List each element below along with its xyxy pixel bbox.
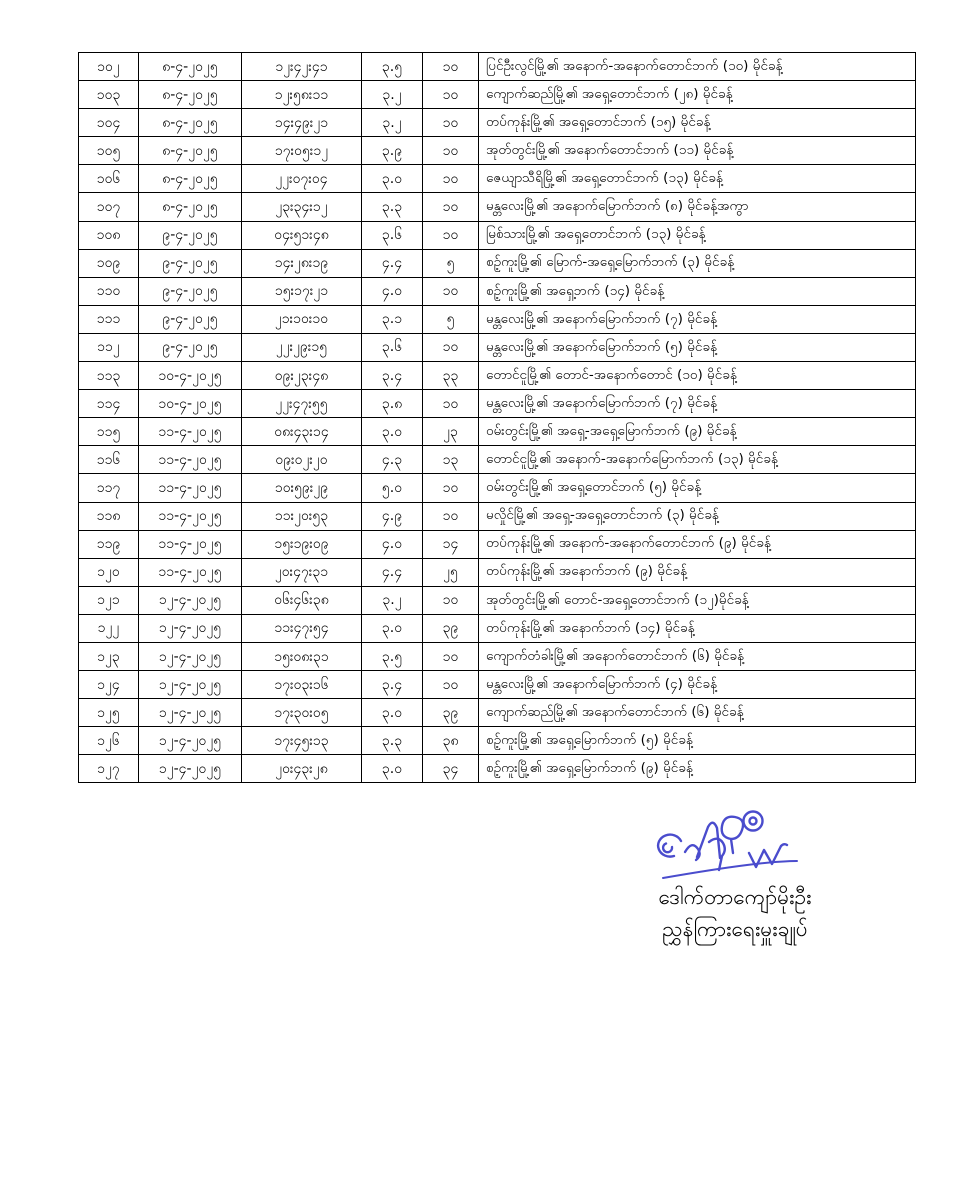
magnitude-cell: ၄.၀ (362, 277, 423, 305)
signatory-title: ညွှန်ကြားရေးမှူးချုပ် (662, 917, 808, 941)
date-cell: ၈-၄-၂၀၂၅ (139, 109, 242, 137)
time-cell: ၁၅း၀၈း၃၁ (242, 642, 362, 670)
location-cell: အုတ်တွင်းမြို့၏ အနောက်တောင်ဘက် (၁၁) မိုင်ခန့် (479, 137, 916, 165)
location-cell: စဉ့်ကူးမြို့၏ အရှေ့မြောက်ဘက် (၉) မိုင်ခန့် (479, 755, 916, 783)
magnitude-cell: ၃.၃ (362, 727, 423, 755)
location-cell: တောင်ငူမြို့၏ အနောက်-အနောက်မြောက်ဘက် (၁၃) မိုင်ခန့် (479, 446, 916, 474)
time-cell: ၁၇း၀၃း၁၆ (242, 671, 362, 699)
time-cell: ၁၄း၂၈း၁၉ (242, 249, 362, 277)
magnitude-cell: ၃.၅ (362, 642, 423, 670)
date-cell: ၈-၄-၂၀၂၅ (139, 53, 242, 81)
table-row (79, 642, 916, 670)
depth-cell: ၁၀ (423, 671, 479, 699)
earthquake-table-body (79, 53, 916, 783)
date-cell: ၁၂-၄-၂၀၂၅ (139, 755, 242, 783)
location-cell: ဇေယျာသီရိမြို့၏ အရှေ့တောင်ဘက် (၁၃) မိုင်ခန့် (479, 165, 916, 193)
seq-cell: ၁၁၄ (79, 390, 139, 418)
seq-cell: ၁၂၀ (79, 558, 139, 586)
depth-cell: ၅ (423, 249, 479, 277)
time-cell: ၂၀း၄၃း၂၈ (242, 755, 362, 783)
depth-cell: ၁၀ (423, 277, 479, 305)
seq-cell: ၁၀၂ (79, 53, 139, 81)
depth-cell: ၂၅ (423, 558, 479, 586)
time-cell: ၁၅း၁၇း၂၁ (242, 277, 362, 305)
seq-cell: ၁၀၆ (79, 165, 139, 193)
depth-cell: ၃၉ (423, 699, 479, 727)
location-cell: တောင်ငူမြို့၏ တောင်-အနောက်တောင် (၁၀) မိုင်ခန့် (479, 362, 916, 390)
seq-cell: ၁၁၆ (79, 446, 139, 474)
time-cell: ၀၉း၂၃း၄၈ (242, 362, 362, 390)
date-cell: ၁၂-၄-၂၀၂၅ (139, 614, 242, 642)
location-cell: စဉ့်ကူးမြို့၏ အရှေ့ဘက် (၁၄) မိုင်ခန့် (479, 277, 916, 305)
table-row (79, 221, 916, 249)
table-row (79, 109, 916, 137)
table-row (79, 446, 916, 474)
table-row (79, 165, 916, 193)
location-cell: ကျောက်ဆည်မြို့၏ အရှေ့တောင်ဘက် (၂၈) မိုင်ခန့် (479, 81, 916, 109)
table-row (79, 530, 916, 558)
seq-cell: ၁၁၂ (79, 333, 139, 361)
table-row (79, 81, 916, 109)
depth-cell: ၅ (423, 305, 479, 333)
time-cell: ၀၄း၅၁း၄၈ (242, 221, 362, 249)
date-cell: ၁၁-၄-၂၀၂၅ (139, 418, 242, 446)
seq-cell: ၁၂၁ (79, 586, 139, 614)
date-cell: ၁၂-၄-၂၀၂၅ (139, 699, 242, 727)
date-cell: ၁၂-၄-၂၀၂၅ (139, 642, 242, 670)
date-cell: ၈-၄-၂၀၂၅ (139, 193, 242, 221)
table-row (79, 671, 916, 699)
table-row (79, 699, 916, 727)
date-cell: ၁၁-၄-၂၀၂၅ (139, 502, 242, 530)
depth-cell: ၃၈ (423, 727, 479, 755)
table-row (79, 249, 916, 277)
time-cell: ၀၈း၄၃း၁၄ (242, 418, 362, 446)
time-cell: ၂၂း၂၉း၁၅ (242, 333, 362, 361)
seq-cell: ၁၂၇ (79, 755, 139, 783)
magnitude-cell: ၄.၀ (362, 530, 423, 558)
magnitude-cell: ၃.၈ (362, 390, 423, 418)
seq-cell: ၁၂၂ (79, 614, 139, 642)
table-row (79, 418, 916, 446)
time-cell: ၂၂း၄၇း၅၅ (242, 390, 362, 418)
time-cell: ၁၀း၅၉း၂၉ (242, 474, 362, 502)
location-cell: ကျောက်ဆည်မြို့၏ အနောက်တောင်ဘက် (၆) မိုင်ခန့် (479, 699, 916, 727)
date-cell: ၁၁-၄-၂၀၂၅ (139, 474, 242, 502)
date-cell: ၁၁-၄-၂၀၂၅ (139, 446, 242, 474)
magnitude-cell: ၃.၉ (362, 137, 423, 165)
time-cell: ၂၃း၃၄း၁၂ (242, 193, 362, 221)
seq-cell: ၁၀၃ (79, 81, 139, 109)
time-cell: ၀၆း၄၆း၃၈ (242, 586, 362, 614)
seq-cell: ၁၁၈ (79, 502, 139, 530)
table-row (79, 193, 916, 221)
location-cell: တပ်ကုန်းမြို့၏ အရှေ့တောင်ဘက် (၁၅) မိုင်ခန့် (479, 109, 916, 137)
depth-cell: ၁၀ (423, 474, 479, 502)
date-cell: ၁၁-၄-၂၀၂၅ (139, 530, 242, 558)
magnitude-cell: ၄.၄ (362, 558, 423, 586)
time-cell: ၀၉း၀၂း၂၀ (242, 446, 362, 474)
magnitude-cell: ၃.၂ (362, 586, 423, 614)
table-row (79, 755, 916, 783)
table-row (79, 53, 916, 81)
depth-cell: ၁၀ (423, 193, 479, 221)
location-cell: မန္တလေးမြို့၏ အနောက်မြောက်ဘက် (၇) မိုင်ခန့် (479, 390, 916, 418)
location-cell: ဝမ်းတွင်းမြို့၏ အရှေ့တောင်ဘက် (၅) မိုင်ခန့် (479, 474, 916, 502)
depth-cell: ၁၀ (423, 109, 479, 137)
time-cell: ၁၂း၄၂း၄၁ (242, 53, 362, 81)
location-cell: တပ်ကုန်းမြို့၏ အနောက်ဘက် (၁၄) မိုင်ခန့် (479, 614, 916, 642)
signature-ink (645, 808, 810, 886)
magnitude-cell: ၃.၀ (362, 614, 423, 642)
date-cell: ၉-၄-၂၀၂၅ (139, 305, 242, 333)
seq-cell: ၁၁၁ (79, 305, 139, 333)
magnitude-cell: ၃.၆ (362, 333, 423, 361)
table-row (79, 137, 916, 165)
magnitude-cell: ၃.၃ (362, 193, 423, 221)
time-cell: ၁၁း၄၇း၅၄ (242, 614, 362, 642)
location-cell: စဉ့်ကူးမြို့၏ အရှေ့မြောက်ဘက် (၅) မိုင်ခန့် (479, 727, 916, 755)
magnitude-cell: ၄.၉ (362, 502, 423, 530)
location-cell: ကျောက်တံခါးမြို့၏ အနောက်တောင်ဘက် (၆) မိုင်ခန့် (479, 642, 916, 670)
depth-cell: ၁၀ (423, 586, 479, 614)
depth-cell: ၁၀ (423, 137, 479, 165)
date-cell: ၁၁-၄-၂၀၂၅ (139, 558, 242, 586)
time-cell: ၂၂း၀၇း၀၄ (242, 165, 362, 193)
location-cell: မန္တလေးမြို့၏ အနောက်မြောက်ဘက် (၅) မိုင်ခန့် (479, 333, 916, 361)
depth-cell: ၃၄ (423, 755, 479, 783)
magnitude-cell: ၃.၁ (362, 305, 423, 333)
table-row (79, 586, 916, 614)
table-row (79, 362, 916, 390)
location-cell: စဉ့်ကူးမြို့၏ မြောက်-အရှေ့မြောက်ဘက် (၃) မိုင်ခန့် (479, 249, 916, 277)
seq-cell: ၁၂၄ (79, 671, 139, 699)
table-row (79, 502, 916, 530)
location-cell: မလှိုင်မြို့၏ အရှေ့-အရှေ့တောင်ဘက် (၃) မိုင်ခန့် (479, 502, 916, 530)
time-cell: ၁၇း၄၅း၁၃ (242, 727, 362, 755)
time-cell: ၁၄း၄၉း၂၁ (242, 109, 362, 137)
time-cell: ၁၁း၂၀း၅၃ (242, 502, 362, 530)
depth-cell: ၂၃ (423, 418, 479, 446)
magnitude-cell: ၃.၄ (362, 671, 423, 699)
magnitude-cell: ၃.၅ (362, 53, 423, 81)
magnitude-cell: ၅.၀ (362, 474, 423, 502)
magnitude-cell: ၃.၀ (362, 418, 423, 446)
magnitude-cell: ၃.၄ (362, 362, 423, 390)
date-cell: ၉-၄-၂၀၂၅ (139, 333, 242, 361)
seq-cell: ၁၂၃ (79, 642, 139, 670)
seq-cell: ၁၂၅ (79, 699, 139, 727)
date-cell: ၈-၄-၂၀၂၅ (139, 81, 242, 109)
earthquake-table (78, 52, 916, 783)
magnitude-cell: ၄.၄ (362, 249, 423, 277)
table-row (79, 614, 916, 642)
magnitude-cell: ၃.၀ (362, 165, 423, 193)
magnitude-cell: ၃.၀ (362, 699, 423, 727)
date-cell: ၁၂-၄-၂၀၂၅ (139, 727, 242, 755)
depth-cell: ၁၀ (423, 642, 479, 670)
seq-cell: ၁၁၅ (79, 418, 139, 446)
depth-cell: ၁၀ (423, 165, 479, 193)
magnitude-cell: ၃.၂ (362, 81, 423, 109)
depth-cell: ၁၀ (423, 221, 479, 249)
date-cell: ၁၂-၄-၂၀၂၅ (139, 586, 242, 614)
seq-cell: ၁၂၆ (79, 727, 139, 755)
magnitude-cell: ၃.၂ (362, 109, 423, 137)
signatory-name: ဒေါက်တာကျော်မိုးဦး (658, 885, 812, 909)
magnitude-cell: ၄.၃ (362, 446, 423, 474)
seq-cell: ၁၁၉ (79, 530, 139, 558)
location-cell: ဝမ်းတွင်းမြို့၏ အရှေ့-အရှေ့မြောက်ဘက် (၉) မိုင်ခန့် (479, 418, 916, 446)
seq-cell: ၁၀၇ (79, 193, 139, 221)
seq-cell: ၁၁၀ (79, 277, 139, 305)
location-cell: တပ်ကုန်းမြို့၏ အနောက်ဘက် (၉) မိုင်ခန့် (479, 558, 916, 586)
seq-cell: ၁၁၇ (79, 474, 139, 502)
time-cell: ၂၁း၁၀း၁၀ (242, 305, 362, 333)
depth-cell: ၃၉ (423, 614, 479, 642)
table-row (79, 558, 916, 586)
table-row (79, 390, 916, 418)
date-cell: ၉-၄-၂၀၂၅ (139, 277, 242, 305)
depth-cell: ၁၀ (423, 81, 479, 109)
table-row (79, 277, 916, 305)
date-cell: ၁၂-၄-၂၀၂၅ (139, 671, 242, 699)
location-cell: ပြင်ဦးလွင်မြို့၏ အနောက်-အနောက်တောင်ဘက် (၁၀) မိုင်ခန့် (479, 53, 916, 81)
table-row (79, 333, 916, 361)
depth-cell: ၁၄ (423, 530, 479, 558)
date-cell: ၉-၄-၂၀၂၅ (139, 249, 242, 277)
location-cell: မန္တလေးမြို့၏ အနောက်မြောက်ဘက် (၇) မိုင်ခန့် (479, 305, 916, 333)
date-cell: ၁၀-၄-၂၀၂၅ (139, 362, 242, 390)
date-cell: ၈-၄-၂၀၂၅ (139, 137, 242, 165)
depth-cell: ၁၃ (423, 446, 479, 474)
depth-cell: ၁၀ (423, 390, 479, 418)
location-cell: မန္တလေးမြို့၏ အနောက်မြောက်ဘက် (၈) မိုင်ခန့်အကွာ (479, 193, 916, 221)
table-row (79, 474, 916, 502)
time-cell: ၂၀း၄၇း၃၁ (242, 558, 362, 586)
table-row (79, 305, 916, 333)
location-cell: အုတ်တွင်းမြို့၏ တောင်-အရှေ့တောင်ဘက် (၁၂)မိုင်ခန့် (479, 586, 916, 614)
time-cell: ၁၅း၁၉း၀၉ (242, 530, 362, 558)
location-cell: မြစ်သားမြို့၏ အရှေ့တောင်ဘက် (၁၃) မိုင်ခန့် (479, 221, 916, 249)
time-cell: ၁၇း၀၅း၁၂ (242, 137, 362, 165)
seq-cell: ၁၁၃ (79, 362, 139, 390)
seq-cell: ၁၀၉ (79, 249, 139, 277)
date-cell: ၉-၄-၂၀၂၅ (139, 221, 242, 249)
depth-cell: ၃၃ (423, 362, 479, 390)
seq-cell: ၁၀၈ (79, 221, 139, 249)
magnitude-cell: ၃.၀ (362, 755, 423, 783)
date-cell: ၁၀-၄-၂၀၂၅ (139, 390, 242, 418)
depth-cell: ၁၀ (423, 333, 479, 361)
time-cell: ၁၂း၅၈း၁၁ (242, 81, 362, 109)
location-cell: တပ်ကုန်းမြို့၏ အနောက်-အနောက်တောင်ဘက် (၉) မိုင်ခန့် (479, 530, 916, 558)
table-row (79, 727, 916, 755)
magnitude-cell: ၃.၆ (362, 221, 423, 249)
seq-cell: ၁၀၅ (79, 137, 139, 165)
location-cell: မန္တလေးမြို့၏ အနောက်မြောက်ဘက် (၄) မိုင်ခန့် (479, 671, 916, 699)
depth-cell: ၁၀ (423, 502, 479, 530)
seq-cell: ၁၀၄ (79, 109, 139, 137)
time-cell: ၁၇း၃၀း၀၅ (242, 699, 362, 727)
depth-cell: ၁၀ (423, 53, 479, 81)
date-cell: ၈-၄-၂၀၂၅ (139, 165, 242, 193)
